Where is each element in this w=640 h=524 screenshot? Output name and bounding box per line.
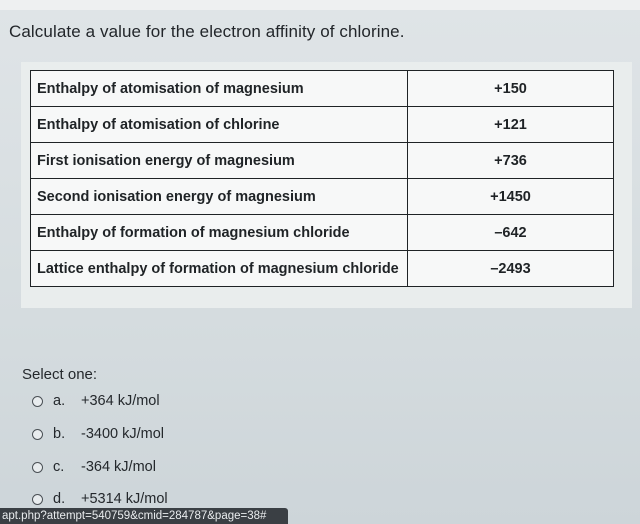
row-label: Second ionisation energy of magnesium <box>31 179 408 215</box>
radio-button-a[interactable] <box>32 396 43 407</box>
row-value: +121 <box>408 107 614 143</box>
row-label: Enthalpy of formation of magnesium chloride <box>31 215 408 251</box>
option-letter: a. <box>53 393 66 409</box>
option-letter: c. <box>53 459 65 475</box>
option-b[interactable] <box>32 424 164 444</box>
row-label: Enthalpy of atomisation of chlorine <box>31 107 408 143</box>
row-value: +150 <box>408 71 614 107</box>
table-row <box>31 179 614 215</box>
table-row <box>31 107 614 143</box>
option-text[interactable]: +364 kJ/mol <box>81 393 160 409</box>
option-letter: b. <box>53 426 66 442</box>
select-one-label: Select one: <box>22 366 98 383</box>
radio-button-d[interactable] <box>32 494 43 505</box>
table-row <box>31 71 614 107</box>
enthalpy-data-table <box>30 70 614 287</box>
table-row <box>31 215 614 251</box>
row-value: –642 <box>408 215 614 251</box>
option-letter: d. <box>53 491 66 507</box>
row-value: +1450 <box>408 179 614 215</box>
row-label: Lattice enthalpy of formation of magnesium chloride <box>31 251 408 287</box>
row-label: First ionisation energy of magnesium <box>31 143 408 179</box>
question-text: Calculate a value for the electron affinity of chlorine. <box>9 22 405 41</box>
option-text[interactable]: -364 kJ/mol <box>81 459 156 475</box>
option-text[interactable]: +5314 kJ/mol <box>81 491 168 507</box>
row-value: +736 <box>408 143 614 179</box>
row-value: –2493 <box>408 251 614 287</box>
option-text[interactable]: -3400 kJ/mol <box>81 426 165 442</box>
table-row <box>31 251 614 287</box>
top-strip <box>0 0 640 10</box>
table-row <box>31 143 614 179</box>
option-c[interactable] <box>32 457 156 477</box>
radio-button-c[interactable] <box>32 462 43 473</box>
radio-button-b[interactable] <box>32 429 43 440</box>
option-d[interactable] <box>32 489 168 509</box>
row-label: Enthalpy of atomisation of magnesium <box>31 71 408 107</box>
option-a[interactable] <box>32 391 160 411</box>
status-bar-url: apt.php?attempt=540759&cmid=284787&page=38# <box>0 508 288 524</box>
